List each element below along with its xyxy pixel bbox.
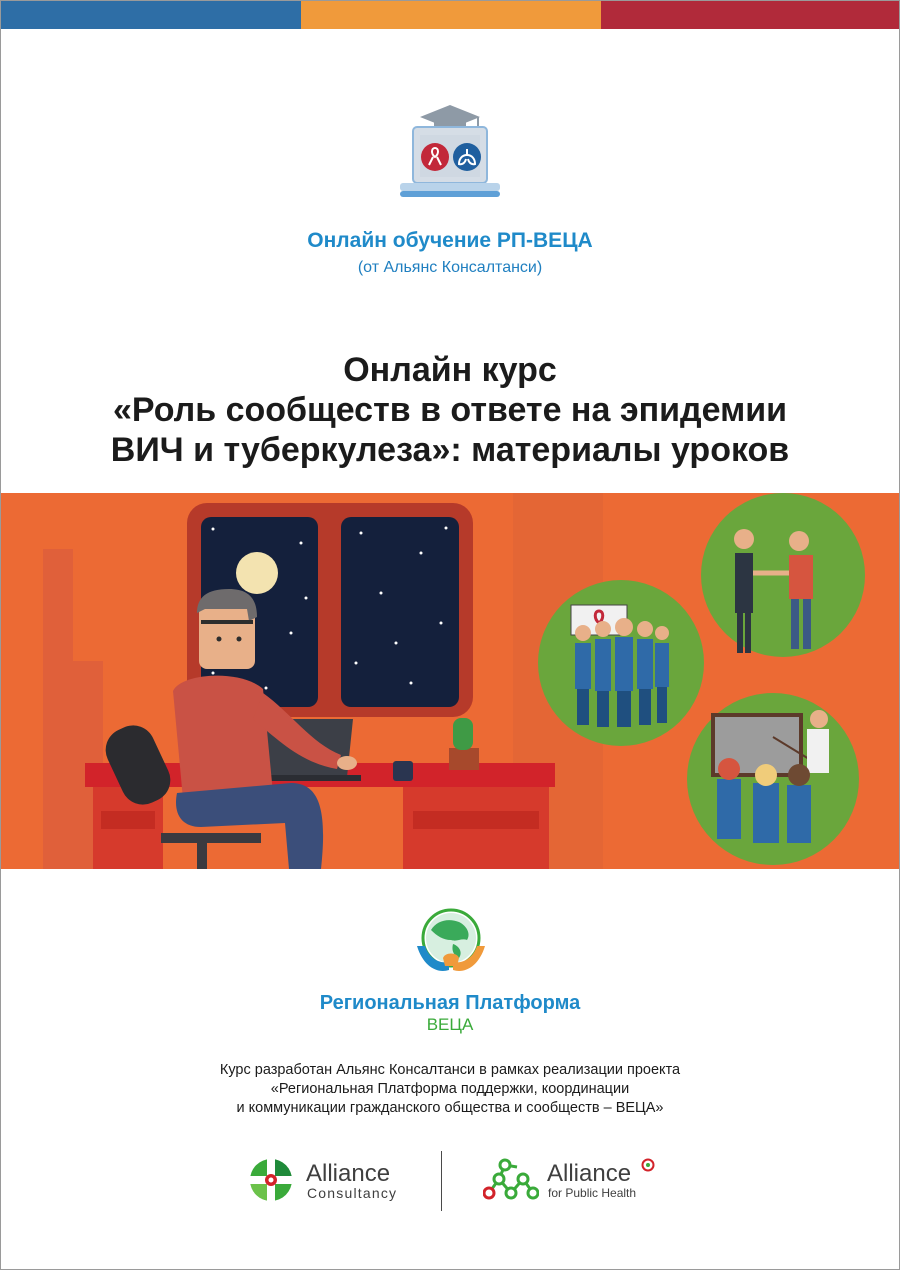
alliance-public-health-name: Alliance <box>547 1160 632 1187</box>
swirl-icon <box>641 1158 655 1172</box>
project-description-line-3: и коммуникации гражданского общества и сообществ – ВЕЦА» <box>236 1100 664 1116</box>
stripe-red <box>601 1 899 29</box>
course-title-line-2: «Роль сообществ в ответе на эпидемии <box>112 391 788 429</box>
regional-platform-title: Региональная Платформа <box>319 992 581 1014</box>
color-stripe <box>1 1 899 29</box>
regional-platform-globe-icon <box>413 906 489 978</box>
alliance-public-health-subtitle: for Public Health <box>548 1186 637 1200</box>
online-learning-icon <box>398 97 502 203</box>
alliance-consultancy-subtitle: Consultancy <box>307 1185 398 1201</box>
stripe-orange <box>301 1 601 29</box>
course-title-line-1: Онлайн курс <box>343 351 557 389</box>
project-description-line-2: «Региональная Платформа поддержки, координации <box>270 1081 630 1097</box>
logo-divider <box>441 1151 442 1211</box>
stripe-blue <box>1 1 301 29</box>
project-description-line-1: Курс разработан Альянс Консалтанси в рамках реализации проекта <box>219 1062 681 1078</box>
partner-logos <box>1 1151 899 1213</box>
alliance-public-health-logo-icon <box>483 1157 539 1203</box>
alliance-consultancy-name: Alliance <box>306 1160 391 1187</box>
online-learning-subtitle: (от Альянс Консалтанси) <box>357 259 543 276</box>
course-illustration <box>1 493 899 869</box>
alliance-consultancy-logo-icon <box>249 1158 293 1202</box>
course-title-line-3: ВИЧ и туберкулеза»: материалы уроков <box>110 431 790 469</box>
online-learning-title: Онлайн обучение РП-ВЕЦА <box>307 229 593 252</box>
regional-platform-subtitle: ВЕЦА <box>426 1015 474 1034</box>
